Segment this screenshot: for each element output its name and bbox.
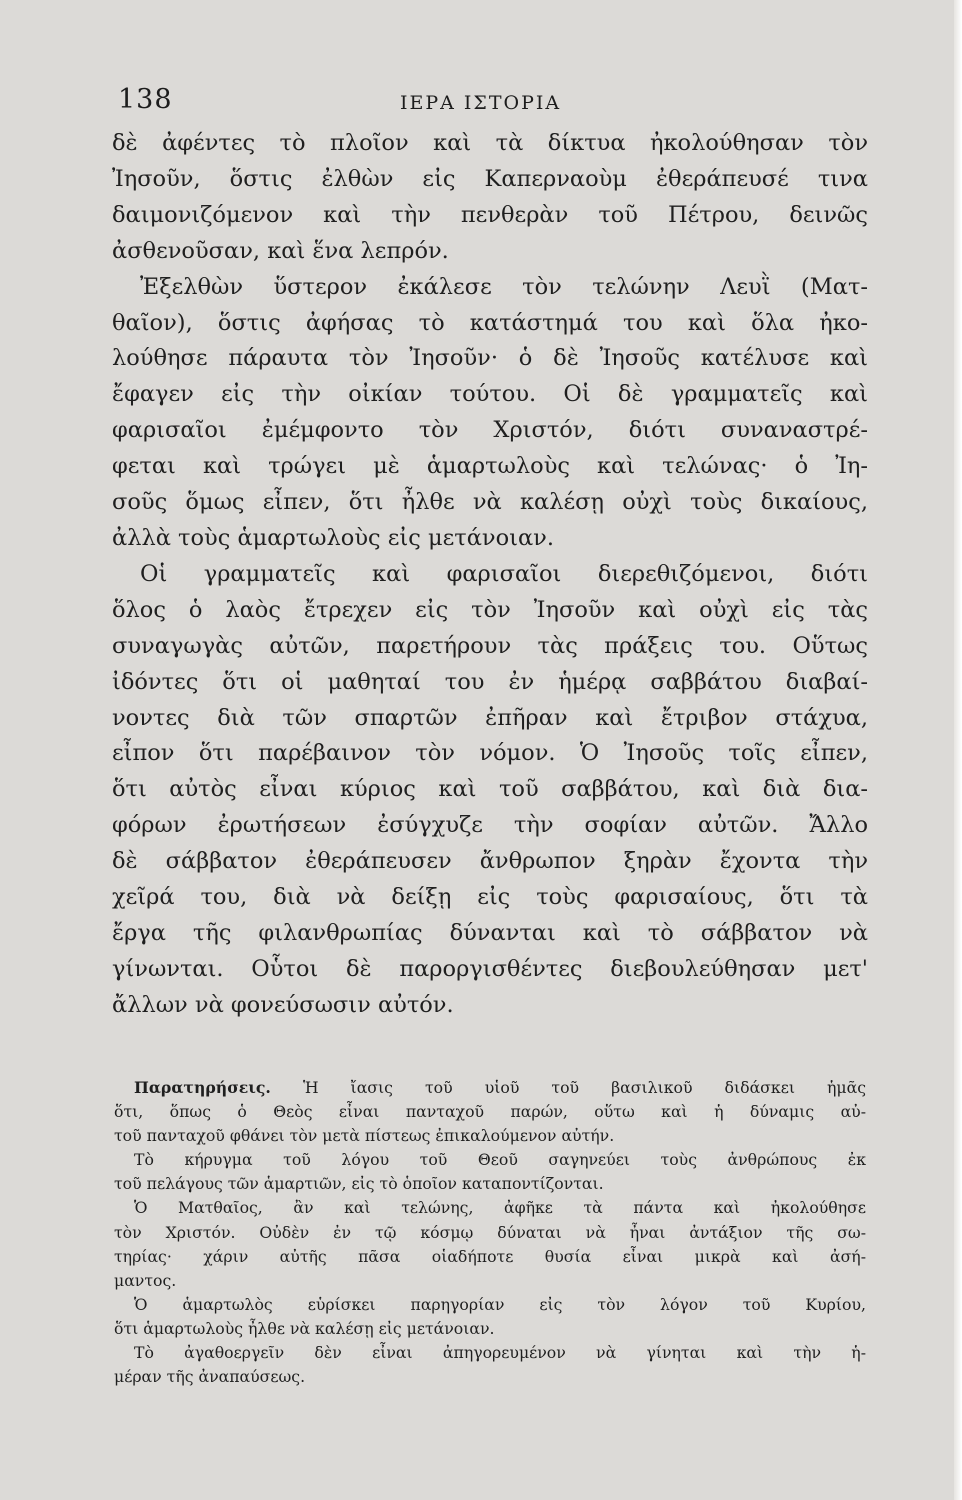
- text-line: ἀσθενοῦσαν, καὶ ἕνα λεπρόν.: [112, 237, 449, 264]
- paragraph: [112, 270, 868, 557]
- main-text: [112, 126, 868, 1024]
- text-line: ἔργα τῆς φιλανθρωπίας δύνανται καὶ τὸ σάββατον νὰ: [112, 919, 868, 946]
- text-line: γίνωνται. Οὗτοι δὲ παροργισθέντες διεβουλεύθησαν μετ': [112, 955, 868, 982]
- text-line: φαρισαῖοι ἐμέμφοντο τὸν Χριστόν, διότι συναναστρέ-: [112, 417, 868, 444]
- text-line: δαιμονιζόμενον καὶ τὴν πενθερὰν τοῦ Πέτρου, δεινῶς: [112, 201, 868, 228]
- notes-paragraph: [114, 1076, 866, 1148]
- notes-section: [114, 1076, 866, 1389]
- notes-paragraph: [114, 1148, 866, 1196]
- text-line: φεται καὶ τρώγει μὲ ἁμαρτωλοὺς καὶ τελώνας· ὁ Ἰη-: [112, 453, 868, 480]
- notes-line: Ἡ ἴασις τοῦ υἱοῦ τοῦ βασιλικοῦ διδάσκει ἡμᾶς: [302, 1078, 866, 1097]
- text-line: ἰδόντες ὅτι οἱ μαθηταί του ἐν ἡμέρᾳ σαββάτου διαβαί-: [112, 668, 868, 695]
- text-line: ἔφαγεν εἰς τὴν οἰκίαν τούτου. Οἱ δὲ γραμματεῖς καὶ: [112, 381, 868, 408]
- running-title: ΙΕΡΑ ΙΣΤΟΡΙΑ: [400, 92, 562, 114]
- notes-paragraph: [114, 1293, 866, 1341]
- paragraph: [112, 126, 868, 270]
- page-number: 138: [118, 84, 173, 115]
- text-line: Ἰησοῦν, ὅστις ἐλθὼν εἰς Καπερναοὺμ ἐθεράπευσέ τινα: [112, 165, 868, 192]
- text-line: φόρων ἐρωτήσεων ἐσύγχυζε τὴν σοφίαν αὐτῶν. Ἄλλο: [112, 812, 868, 839]
- text-line: εἶπον ὅτι παρέβαινον τὸν νόμον. Ὁ Ἰησοῦς τοῖς εἶπεν,: [112, 740, 868, 767]
- text-line: τηρίας· χάριν αὐτῆς πᾶσα οἱαδήποτε θυσία εἶναι μικρὰ καὶ ἀσή-: [114, 1246, 866, 1266]
- text-line: θαῖον), ὅστις ἀφήσας τὸ κατάστημά του καὶ ὅλα ἠκο-: [112, 309, 868, 336]
- page-header: [118, 84, 866, 122]
- text-line: τοῦ πανταχοῦ φθάνει τὸν μετὰ πίστεως ἐπικαλούμενον αὐτήν.: [114, 1126, 615, 1146]
- page-edge: [954, 0, 962, 1500]
- text-line: τοῦ πελάγους τῶν ἁμαρτιῶν, εἰς τὸ ὁποῖον καταποντίζονται.: [114, 1174, 604, 1194]
- text-line: δὲ σάββατον ἐθεράπευσεν ἄνθρωπον ξηρὰν ἔχοντα τὴν: [112, 848, 868, 875]
- notes-paragraph: [114, 1341, 866, 1389]
- text-line: δὲ ἀφέντες τὸ πλοῖον καὶ τὰ δίκτυα ἠκολούθησαν τὸν: [112, 130, 868, 156]
- notes-label: Παρατηρήσεις.: [134, 1078, 271, 1097]
- text-line: συναγωγὰς αὐτῶν, παρετήρουν τὰς πράξεις του. Οὕτως: [112, 632, 868, 659]
- text-line: ὅλος ὁ λαὸς ἔτρεχεν εἰς τὸν Ἰησοῦν καὶ οὐχὶ εἰς τὰς: [112, 596, 868, 623]
- text-line: Ὁ Ματθαῖος, ἂν καὶ τελώνης, ἀφῆκε τὰ πάντα καὶ ἠκολούθησε: [134, 1198, 866, 1218]
- text-line: ὅτι, ὅπως ὁ Θεὸς εἶναι πανταχοῦ παρών, οὕτω καὶ ἡ δύναμις αὐ-: [114, 1102, 866, 1122]
- text-line: τὸν Χριστόν. Οὐδὲν ἐν τῷ κόσμῳ δύναται νὰ ἦναι ἀντάξιον τῆς σω-: [114, 1222, 866, 1242]
- text-line: Οἱ γραμματεῖς καὶ φαρισαῖοι διερεθιζόμενοι, διότι: [140, 560, 868, 587]
- text-line: χεῖρά του, διὰ νὰ δείξῃ εἰς τοὺς φαρισαίους, ὅτι τὰ: [112, 884, 868, 911]
- paragraph: [112, 557, 868, 1024]
- text-line: Τὸ κήρυγμα τοῦ λόγου τοῦ Θεοῦ σαγηνεύει τοὺς ἀνθρώπους ἐκ: [134, 1150, 866, 1170]
- text-line: μέραν τῆς ἀναπαύσεως.: [114, 1367, 306, 1387]
- text-line: Τὸ ἀγαθοεργεῖν δὲν εἶναι ἀπηγορευμένον νὰ γίνηται καὶ τὴν ἡ-: [134, 1343, 866, 1363]
- text-line: ὅτι ἁμαρτωλοὺς ἦλθε νὰ καλέσῃ εἰς μετάνοιαν.: [114, 1318, 495, 1338]
- text-line: ἀλλὰ τοὺς ἁμαρτωλοὺς εἰς μετάνοιαν.: [112, 524, 554, 551]
- notes-paragraph: [114, 1196, 866, 1292]
- text-line: ἄλλων νὰ φονεύσωσιν αὐτόν.: [112, 991, 454, 1018]
- text-line: Ἐξελθὼν ὕστερον ἐκάλεσε τὸν τελώνην Λευῒ (Ματ-: [140, 273, 868, 300]
- text-line: σοῦς ὅμως εἶπεν, ὅτι ἦλθε νὰ καλέσῃ οὐχὶ τοὺς δικαίους,: [112, 489, 868, 516]
- text-line: ὅτι αὐτὸς εἶναι κύριος καὶ τοῦ σαββάτου, καὶ διὰ δια-: [112, 776, 868, 803]
- text-line: Ὁ ἁμαρτωλὸς εὑρίσκει παρηγορίαν εἰς τὸν λόγον τοῦ Κυρίου,: [134, 1294, 866, 1314]
- text-line: λούθησε πάραυτα τὸν Ἰησοῦν· ὁ δὲ Ἰησοῦς κατέλυσε καὶ: [112, 345, 868, 372]
- text-line: νοντες διὰ τῶν σπαρτῶν ἐπῆραν καὶ ἔτριβον στάχυα,: [112, 704, 868, 731]
- text-line: [114, 1076, 866, 1100]
- text-line: μαντος.: [114, 1270, 177, 1290]
